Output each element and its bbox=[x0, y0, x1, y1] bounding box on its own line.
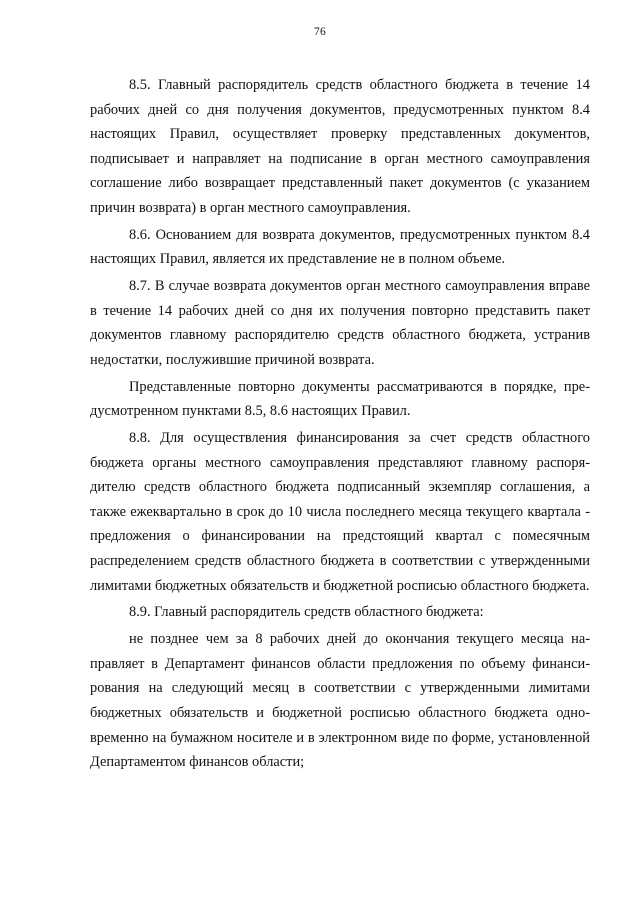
paragraph-8-5: 8.5. Главный распорядитель средств областного бюджета в течение 14 рабочих дней со дня получения документов, предусмотренных пунктом 8.4 настоящих Правил, осуществляет проверку представленных документов, подписывает и направляет на подписание в орган местного самоуправления соглашение либо возвращает представленный пакет документов (с указанием причин возврата) в орган местного самоуправления. bbox=[90, 77, 590, 216]
paragraph-8-9: 8.9. Главный распорядитель средств областного бюджета: bbox=[129, 604, 484, 621]
paragraph-8-7: 8.7. В случае возврата документов орган местного самоуправления вправе в течение 14 рабочих дней со дня их получения повторно представить пакет документов главному распорядителю средств областного бюджета, устранив недостатки, послужившие причиной возврата. bbox=[90, 278, 590, 368]
page-number: 76 bbox=[314, 26, 326, 38]
paragraph-8-9-item: не позднее чем за 8 рабочих дней до окончания текущего месяца направляет в Департамент финансов области предложения по объему финансирования на следующий месяц в соответствии с утвержденными лимитами бюджетных обязательств и бюджетной росписью областного бюджета одновременно на бумажном носителе и в электронном виде по форме, установленной Департаментом финансов области; bbox=[90, 631, 590, 771]
paragraph-8-8: 8.8. Для осуществления финансирования за счет средств областного бюджета органы местного самоуправления представляют главному распорядителю средств областного бюджета подписанный экземпляр соглашения, а также ежеквартально в срок до 10 числа последнего месяца текущего квартала - предложения о финансировании на предстоящий квартал с помесячным распределением средств областного бюджета в соответствии с утвержденными лимитами бюджетных обязательств и бюджетной росписью областного бюджета. bbox=[90, 430, 590, 594]
paragraph-8-6: 8.6. Основанием для возврата документов, предусмотренных пунктом 8.4 настоящих Правил, является их представление не в полном объеме. bbox=[90, 226, 590, 268]
paragraph-resubmission: Представленные повторно документы рассматриваются в порядке, предусмотренном пунктами 8.5, 8.6 настоящих Правил. bbox=[90, 378, 590, 420]
document-body bbox=[90, 73, 590, 777]
